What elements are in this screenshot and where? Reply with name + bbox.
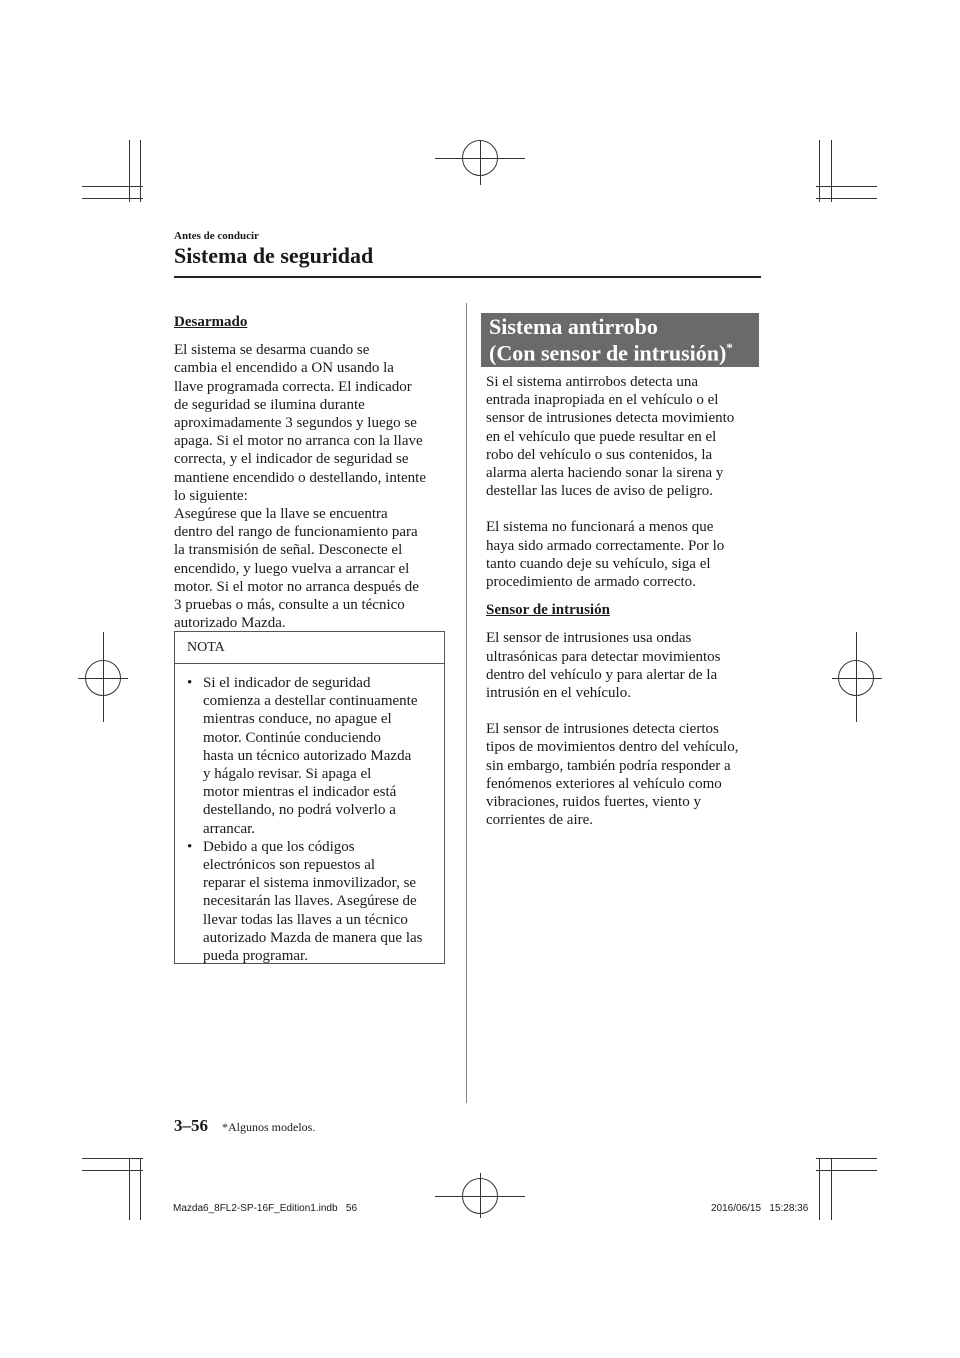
text-line: necesitarán las llaves. Asegúrese de — [203, 893, 417, 910]
subheading-sensor: Sensor de intrusión — [486, 602, 610, 619]
text-line: cambia el encendido a ON usando la — [174, 360, 394, 377]
text-line: mantiene encendido o destellando, intente — [174, 469, 426, 486]
text-line: dentro del rango de funcionamiento para — [174, 524, 418, 541]
text-line: 3 pruebas o más, consulte a un técnico — [174, 597, 405, 614]
text-line: correcta, y el indicador de seguridad se — [174, 451, 409, 468]
print-file-info: Mazda6_8FL2-SP-16F_Edition1.indb 56 — [173, 1203, 358, 1214]
paragraph — [486, 373, 756, 500]
list-item — [185, 838, 436, 965]
crop-mark — [82, 198, 143, 199]
text-line: arrancar. — [203, 820, 256, 837]
page-title: Sistema de seguridad — [174, 243, 374, 268]
text-line: Asegúrese que la llave se encuentra — [174, 506, 388, 523]
crop-mark — [831, 140, 832, 202]
crop-mark — [82, 1170, 143, 1171]
text-line: motor. Continúe conduciendo — [203, 729, 381, 746]
text-line: El sensor de intrusiones usa ondas — [486, 630, 692, 647]
note-list — [185, 674, 436, 965]
text-line: encendido, y luego vuelva a arrancar el — [174, 560, 410, 577]
text-line: mientras conduce, no apague el — [203, 711, 392, 728]
crop-mark — [816, 186, 877, 187]
banner-line-2: (Con sensor de intrusión) — [489, 340, 727, 366]
header-rule — [174, 276, 761, 278]
text-line: procedimiento de armado correcto. — [486, 574, 696, 591]
text-line: Si el sistema antirrobos detecta una — [486, 374, 699, 390]
text-line: autorizado Mazda de manera que las — [203, 929, 423, 946]
paragraph — [486, 720, 756, 829]
crop-mark — [140, 140, 141, 202]
text-line: El sensor de intrusiones detecta ciertos — [486, 721, 719, 738]
crop-mark — [129, 140, 130, 202]
text-line: alarma alerta haciendo sonar la sirena y — [486, 465, 724, 482]
text-line: pueda programar. — [203, 948, 308, 965]
text-line: fenómenos exteriores al vehículo como — [486, 775, 722, 792]
page-number: 3–56 — [174, 1116, 208, 1135]
crop-mark — [819, 140, 820, 202]
text-line: reparar el sistema inmovilizador, se — [203, 875, 417, 892]
text-line: destellar las luces de aviso de peligro. — [486, 483, 714, 500]
footnote: *Algunos modelos. — [222, 1120, 316, 1134]
crop-mark — [816, 1170, 877, 1171]
column-divider — [466, 303, 467, 1103]
text-line: tipos de movimientos dentro del vehículo, — [486, 739, 739, 756]
crop-mark — [816, 198, 877, 199]
list-item — [185, 674, 436, 838]
text-line: comienza a destellar continuamente — [203, 693, 418, 710]
text-line: y hágalo revisar. Si apaga el — [203, 766, 372, 783]
text-line: ultrasónicas para detectar movimientos — [486, 648, 721, 665]
footnote-mark: * — [726, 340, 733, 355]
text-line: electrónicos son repuestos al — [203, 857, 376, 874]
bullet-icon: • — [187, 675, 193, 691]
text-line: motor. Si el motor no arranca después de — [174, 578, 419, 595]
text-line: en el vehículo que puede resultar en el — [486, 428, 717, 445]
left-column — [174, 313, 454, 632]
crop-mark — [129, 1158, 130, 1220]
bullet-icon: • — [187, 838, 193, 855]
text-line: sin embargo, también podría responder a — [486, 757, 731, 774]
text-line: autorizado Mazda. — [174, 615, 286, 632]
paragraph — [486, 518, 756, 591]
subheading-desarmado: Desarmado — [174, 314, 248, 330]
text-line: la transmisión de señal. Desconecte el — [174, 542, 403, 559]
banner-title — [489, 314, 658, 340]
text-line: hasta un técnico autorizado Mazda — [203, 747, 412, 764]
registration-circle — [462, 1178, 498, 1214]
text-line: motor mientras el indicador está — [203, 784, 397, 801]
text-line: lo siguiente: — [174, 487, 248, 504]
text-line: apaga. Si el motor no arranca con la llave — [174, 433, 423, 450]
right-column — [486, 373, 756, 829]
desarmado-paragraph — [174, 341, 454, 632]
print-datetime: 2016/06/15 15:28:36 — [711, 1203, 809, 1214]
text-line: El sistema se desarma cuando se — [174, 342, 370, 359]
text-line: tanto cuando deje su vehículo, siga el — [486, 555, 711, 572]
crop-mark — [140, 1158, 141, 1220]
text-line: vibraciones, ruidos fuertes, viento y — [486, 794, 701, 811]
text-line: robo del vehículo o sus contenidos, la — [486, 446, 713, 463]
text-line: El sistema no funcionará a menos que — [486, 519, 714, 536]
banner-subtitle — [489, 340, 733, 366]
text-line: dentro del vehículo y para alertar de la — [486, 666, 718, 683]
text-line: corrientes de aire. — [486, 812, 594, 829]
crop-mark — [82, 186, 143, 187]
text-line: haya sido armado correctamente. Por lo — [486, 537, 725, 554]
section-label: Antes de conducir — [174, 230, 259, 242]
crop-mark — [816, 1158, 877, 1159]
registration-circle — [462, 140, 498, 176]
text-line: Si el indicador de seguridad — [203, 675, 371, 691]
crop-mark — [831, 1158, 832, 1220]
banner-line-1: Sistema antirrobo — [489, 314, 658, 339]
text-line: de seguridad se ilumina durante — [174, 396, 365, 413]
crop-mark — [82, 1158, 143, 1159]
note-title: NOTA — [187, 640, 225, 655]
text-line: llave programada correcta. El indicador — [174, 378, 412, 395]
text-line: sensor de intrusiones detecta movimiento — [486, 410, 735, 427]
text-line: aproximadamente 3 segundos y luego se — [174, 415, 417, 432]
section-banner — [481, 313, 759, 367]
text-line: entrada inapropiada en el vehículo o el — [486, 392, 719, 409]
paragraph — [486, 629, 756, 702]
text-line: Debido a que los códigos — [203, 838, 355, 855]
text-line: llevar todas las llaves a un técnico — [203, 911, 408, 928]
note-header — [175, 632, 444, 664]
note-box — [174, 631, 445, 964]
crop-mark — [819, 1158, 820, 1220]
registration-circle — [85, 660, 121, 696]
text-line: intrusión en el vehículo. — [486, 685, 631, 702]
text-line: destellando, no podrá volverlo a — [203, 802, 396, 819]
registration-circle — [838, 660, 874, 696]
